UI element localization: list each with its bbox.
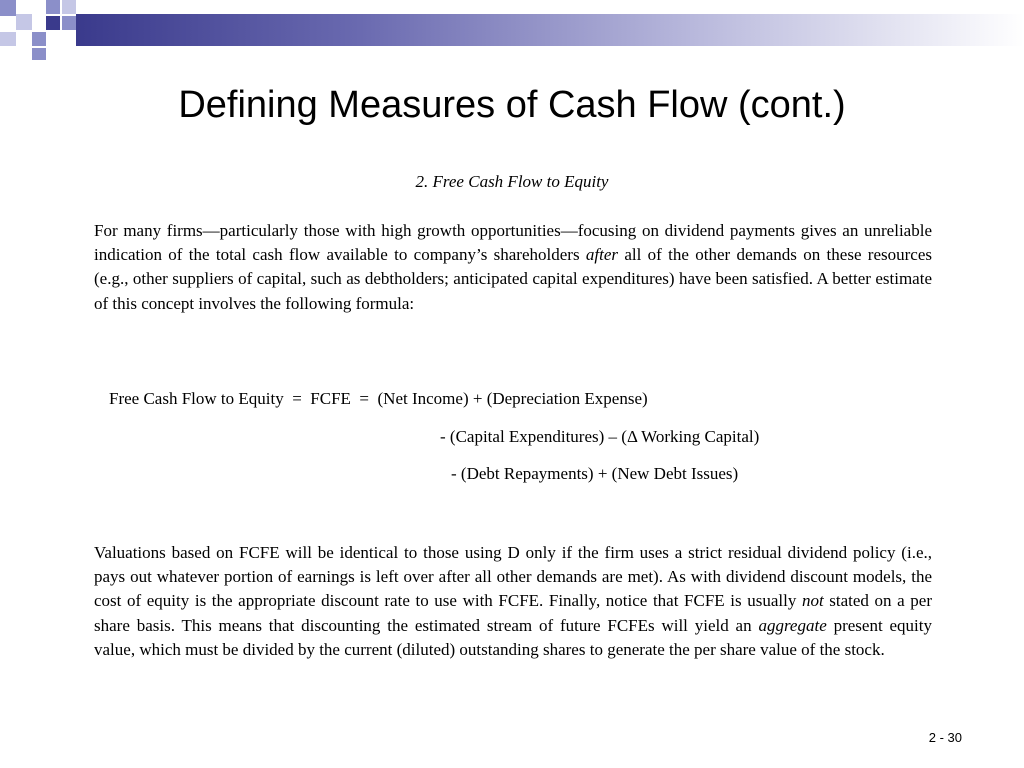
valuation-emphasis: aggregate <box>758 615 827 635</box>
valuation-text: present equity value, which must be divided by the current (diluted) outstanding shares to generate the per share value of the stock. <box>94 615 932 659</box>
deco-square <box>16 14 32 30</box>
deco-square <box>46 16 60 30</box>
slide-subtitle: 2. Free Cash Flow to Equity <box>415 172 609 191</box>
intro-paragraph <box>94 219 932 316</box>
formula-line-3: - (Debt Repayments) + (New Debt Issues) <box>451 464 739 483</box>
deco-square <box>62 0 76 14</box>
header-gradient-bar <box>76 14 1024 46</box>
intro-emphasis: after <box>585 245 618 265</box>
intro-text: For many firms—particularly those with high growth opportunities—focusing on dividend payments gives an unreliable indication of the total cash flow available to company’s shareholders <box>94 221 932 265</box>
formula-line-1: Free Cash Flow to Equity = FCFE = (Net Income) + (Depreciation Expense) <box>109 389 648 408</box>
intro-text: all of the other demands on these resources (e.g., other suppliers of capital, such as debtholders; anticipated capital expenditures) have been satisfied. A better estimate of this concept involves the following formula: <box>94 245 932 313</box>
valuation-text: stated on a per share basis. This means that discounting the estimated stream of future FCFEs will yield an <box>94 591 932 635</box>
deco-square <box>62 16 76 30</box>
deco-square <box>32 32 46 46</box>
deco-square <box>46 0 60 14</box>
valuation-emphasis: not <box>801 591 824 611</box>
deco-square <box>0 32 16 46</box>
formula-line-2: - (Capital Expenditures) – (Δ Working Capital) <box>440 427 760 446</box>
deco-square <box>32 48 46 60</box>
page-number: 2 - 30 <box>928 730 962 745</box>
valuation-paragraph <box>94 541 932 662</box>
deco-square <box>0 0 16 16</box>
slide-title: Defining Measures of Cash Flow (cont.) <box>178 84 846 126</box>
valuation-text: Valuations based on FCFE will be identical to those using D only if the firm uses a strict residual dividend policy (i.e., pays out whatever portion of earnings is left over after all other demands are met). As with dividend discount models, the cost of equity is the appropriate discount rate to use with FCFE. Finally, notice that FCFE is usually <box>94 543 932 611</box>
